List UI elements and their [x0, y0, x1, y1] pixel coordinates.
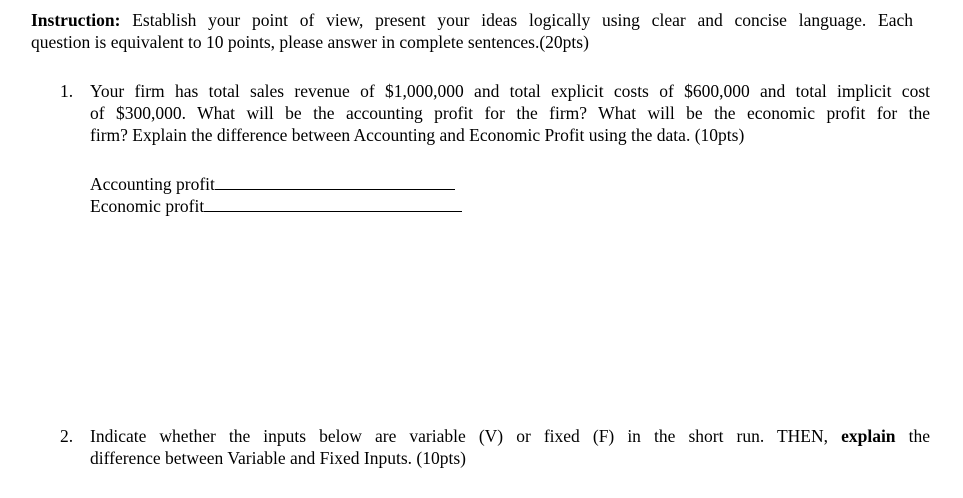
q2-text: Indicate whether the inputs below are variable (V) or fixed (F) in the short run. THEN,	[90, 426, 828, 446]
instruction-label: Instruction:	[31, 10, 121, 30]
q1-number: 1.	[60, 81, 74, 101]
q1-line1: Your firm has total sales revenue of $1,000,000 and total explicit costs of $600,000 and total implicit cost	[90, 81, 930, 101]
accounting-profit-blank[interactable]	[215, 173, 455, 190]
q2-number: 2.	[60, 426, 74, 446]
economic-profit-field[interactable]	[90, 195, 462, 217]
q2-line1	[90, 425, 930, 447]
accounting-profit-label: Accounting profit	[90, 174, 215, 194]
q2-line2: difference between Variable and Fixed Inputs. (10pts)	[90, 448, 466, 468]
q2-text-end: the	[908, 426, 931, 446]
economic-profit-blank[interactable]	[204, 195, 462, 212]
instruction-text: Establish your point of view, present your ideas logically using clear and concise language. Each	[132, 10, 914, 30]
q1-line3: firm? Explain the difference between Accounting and Economic Profit using the data. (10pts)	[90, 125, 745, 145]
q2-bold: explain	[841, 426, 896, 446]
q1-line2: of $300,000. What will be the accounting profit for the firm? What will be the economic profit for the	[90, 103, 930, 123]
instruction-line1	[31, 9, 913, 31]
instruction-line2: question is equivalent to 10 points, please answer in complete sentences.(20pts)	[31, 32, 589, 52]
accounting-profit-field[interactable]	[90, 173, 455, 195]
economic-profit-label: Economic profit	[90, 196, 205, 216]
